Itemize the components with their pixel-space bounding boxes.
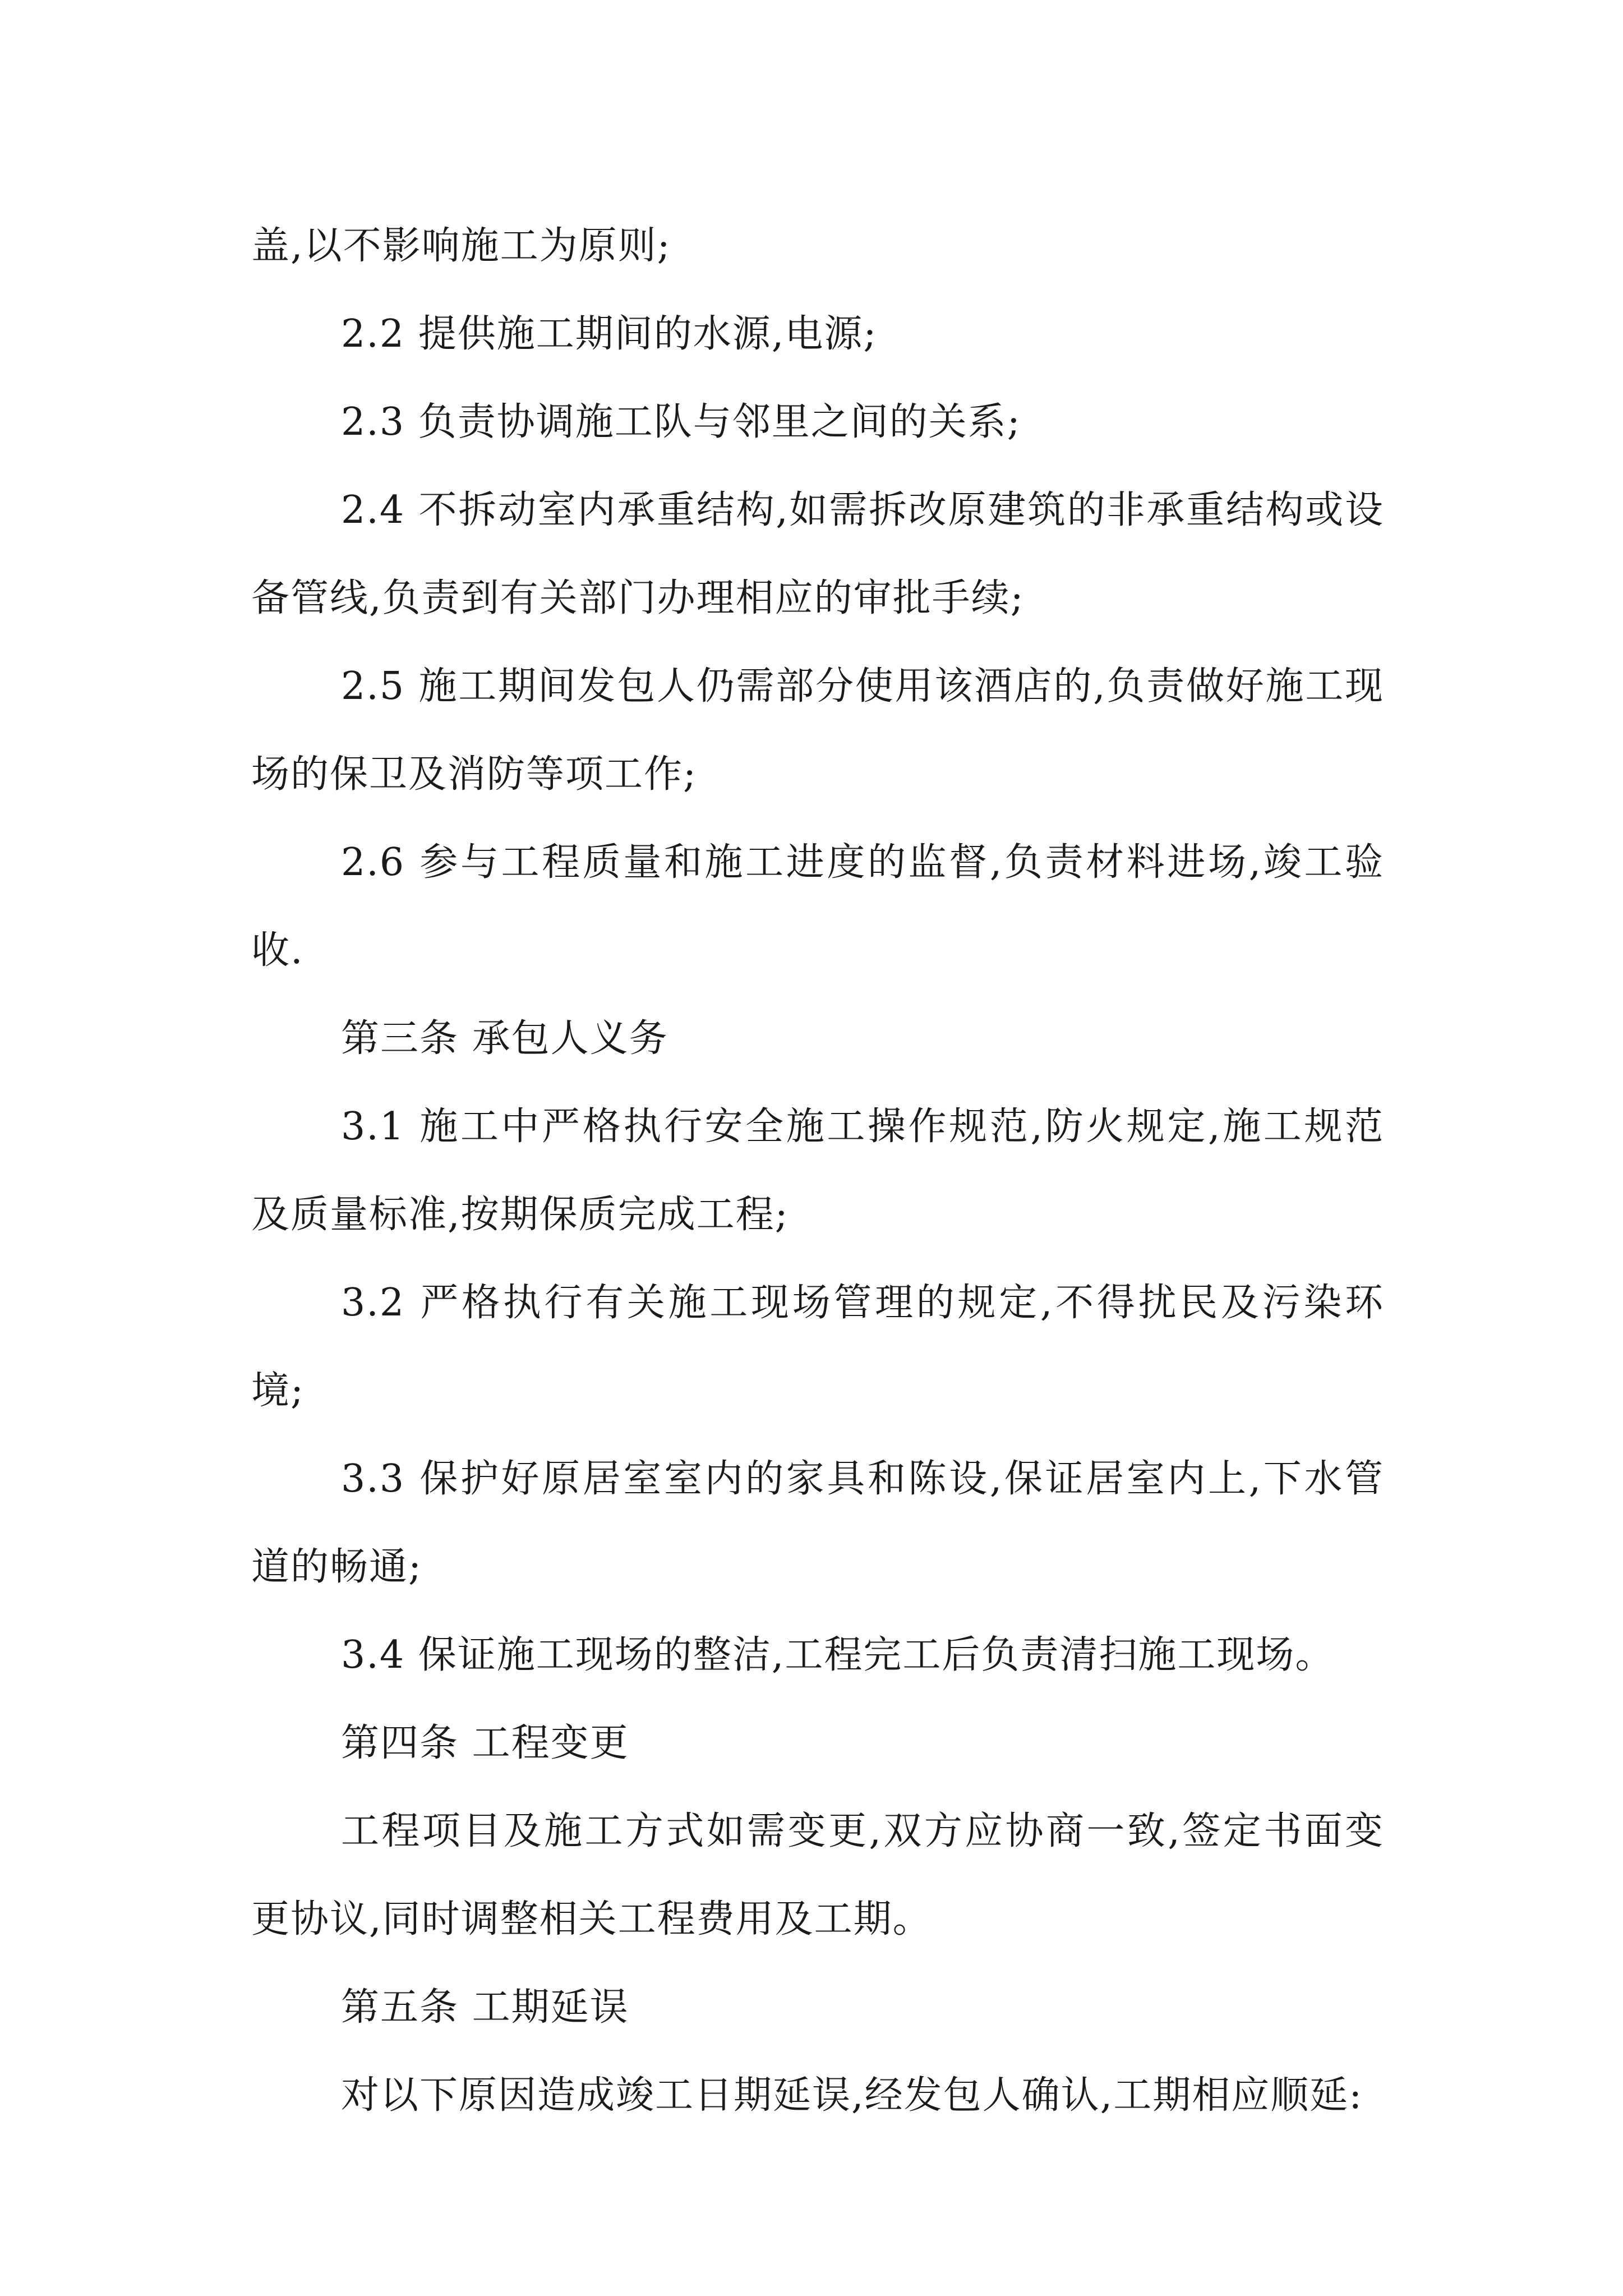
clause-2-2: 2.2 提供施工期间的水源,电源; (341, 312, 878, 356)
clause-2-4: 2.4 不拆动室内承重结构,如需拆改原建筑的非承重结构或设备管线,负责到有关部门办理相应的审批手续; (251, 488, 1384, 620)
article-4-body: 工程项目及施工方式如需变更,双方应协商一致,签定书面变更协议,同时调整相关工程费用及工期。 (251, 1809, 1384, 1941)
clause-3-2: 3.2 严格执行有关施工现场管理的规定,不得扰民及污染环境; (251, 1281, 1384, 1413)
article-5-body: 对以下原因造成竣工日期延误,经发包人确认,工期相应顺延: (341, 2073, 1363, 2118)
clause-2-6: 2.6 参与工程质量和施工进度的监督,负责材料进场,竣工验收. (251, 840, 1384, 973)
article-4-heading: 第四条 工程变更 (341, 1721, 629, 1765)
clause-3-4: 3.4 保证施工现场的整洁,工程完工后负责清扫施工现场。 (341, 1633, 1335, 1677)
clause-2-3: 2.3 负责协调施工队与邻里之间的关系; (341, 400, 1021, 444)
clause-3-3: 3.3 保护好原居室室内的家具和陈设,保证居室内上,下水管道的畅通; (251, 1457, 1384, 1589)
clause-2-5: 2.5 施工期间发包人仍需部分使用该酒店的,负责做好施工现场的保卫及消防等项工作; (251, 664, 1384, 797)
article-5-heading: 第五条 工期延误 (341, 1985, 629, 2030)
article-3-heading: 第三条 承包人义务 (341, 1016, 668, 1061)
paragraph-continuation: 盖,以不影响施工为原则; (251, 224, 671, 268)
contract-body (251, 202, 1384, 2139)
clause-3-1: 3.1 施工中严格执行安全施工操作规范,防火规定,施工规范及质量标准,按期保质完成工程; (251, 1105, 1384, 1237)
